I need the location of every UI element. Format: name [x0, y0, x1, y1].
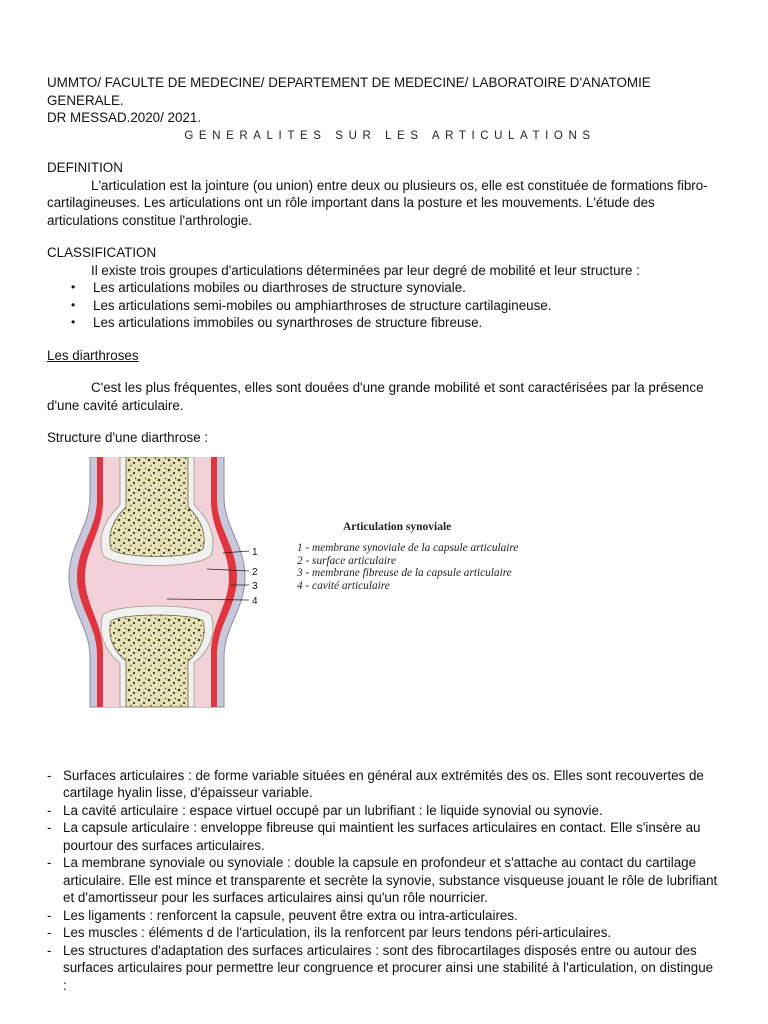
- legend-title: Articulation synoviale: [343, 520, 452, 533]
- document-page: [47, 74, 719, 994]
- list-item: • Les articulations immobiles ou synarthroses de structure fibreuse.: [71, 315, 483, 330]
- list-item: • Les articulations semi-mobiles ou amphiarthroses de structure cartilagineuse.: [71, 297, 552, 313]
- synovial-joint-diagram: [47, 457, 297, 749]
- figure-label-2: 2: [252, 566, 258, 578]
- classification-list: [47, 279, 719, 332]
- synovial-joint-figure: [47, 457, 719, 749]
- list-item: - Les muscles : éléments d de l'articulation, ils la renforcent par leurs tendons péri-articulaires.: [47, 925, 612, 940]
- diarthroses-heading: Les diarthroses: [47, 347, 139, 363]
- legend-item: 1 - membrane synoviale de la capsule articulaire: [297, 542, 519, 554]
- bullet-icon: •: [71, 315, 76, 329]
- list-item: - Les ligaments : renforcent la capsule, peuvent être extra ou intra-articulaires.: [47, 907, 518, 923]
- bullet-icon: •: [71, 280, 76, 294]
- legend-item: 3 - membrane fibreuse de la capsule articulaire: [297, 567, 512, 579]
- list-item: - La cavité articulaire : espace virtuel occupé par un lubrifiant : le liquide synovial ou synovie.: [47, 802, 603, 818]
- figure-label-3: 3: [252, 580, 258, 592]
- classification-heading: CLASSIFICATION: [47, 245, 157, 260]
- dash-icon: -: [47, 802, 52, 818]
- structure-details-list: [47, 767, 719, 995]
- dash-icon: -: [47, 907, 52, 923]
- header-line-1: UMMTO/ FACULTE DE MEDECINE/ DEPARTEMENT DE MEDECINE/ LABORATOIRE D'ANATOMIE GENERALE.: [47, 75, 651, 108]
- legend-item: 4 - cavité articulaire: [297, 579, 390, 592]
- figure-legend: [297, 519, 518, 593]
- document-title: GENERALITES SUR LES ARTICULATIONS: [184, 129, 596, 142]
- dash-icon: -: [47, 925, 52, 940]
- dash-icon: -: [47, 820, 52, 835]
- list-item: - Surfaces articulaires : de forme variable situées en général aux extrémités des os. Elles sont recouvertes de cartilage hyalin lisse, d'épaisseur variable.: [47, 767, 704, 800]
- header-line-2: DR MESSAD.2020/ 2021.: [47, 110, 202, 125]
- bullet-icon: •: [71, 297, 76, 312]
- dash-icon: -: [47, 942, 52, 958]
- list-item: • Les articulations mobiles ou diarthroses de structure synoviale.: [71, 280, 466, 295]
- structure-label: Structure d'une diarthrose :: [47, 430, 209, 445]
- dash-icon: -: [47, 767, 52, 783]
- list-item: - Les structures d'adaptation des surfaces articulaires : sont des fibrocartilages disposés entre ou autour des surfaces articulaires pour permettre leur congruence et procurer ainsi une stabilité à l'articulation, on distingue :: [47, 942, 714, 993]
- list-item: - La capsule articulaire : enveloppe fibreuse qui maintient les surfaces articulaires en contact. Elle s'insère au pourtour des surfaces articulaires.: [47, 820, 701, 853]
- figure-label-4: 4: [252, 595, 258, 607]
- diarthroses-text: C'est les plus fréquentes, elles sont douées d'une grande mobilité et sont caractérisées par la présence d'une cavité articulaire.: [47, 380, 704, 413]
- definition-heading: DEFINITION: [47, 160, 123, 175]
- definition-text: L'articulation est la jointure (ou union) entre deux ou plusieurs os, elle est constituée de formations fibro-cartilagineuses. Les articulations ont un rôle important dans la posture et les mouvements. L'étude des articulations constitue l'arthrologie.: [47, 177, 708, 228]
- dash-icon: -: [47, 855, 52, 870]
- figure-label-1: 1: [252, 546, 258, 558]
- classification-intro: Il existe trois groupes d'articulations déterminées par leur degré de mobilité et leur structure :: [91, 262, 640, 278]
- list-item: - La membrane synoviale ou synoviale : double la capsule en profondeur et s'attache au contact du cartilage articulaire. Elle est mince et transparente et secrète la synovie, substance visqueuse jouant le rôle de lubrifiant et d'amortisseur pour les surfaces articulaires ainsi qu'un rôle nourricier.: [47, 855, 718, 905]
- legend-item: 2 - surface articulaire: [297, 554, 397, 567]
